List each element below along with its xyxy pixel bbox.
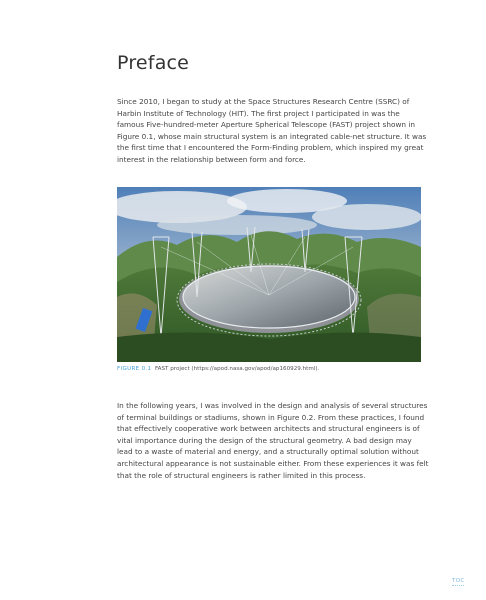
fast-photo-illustration: [117, 187, 421, 362]
toc-underline: [452, 585, 464, 586]
fast-telescope-photo: [117, 187, 421, 362]
page-title: Preface: [117, 52, 190, 74]
figure-label: FIGURE 0.1: [117, 366, 152, 372]
toc-label: TOC: [452, 578, 465, 584]
toc-link[interactable]: [452, 578, 465, 586]
figure-caption-text: FAST project (https://apod.nasa.gov/apod/ap160929.html).: [154, 366, 320, 372]
preface-paragraph-2: In the following years, I was involved in the design and analysis of several structures of terminal buildings or stadiums, shown in Figure 0.2. From these practices, I found that effectively cooperative work between architects and structural engineers is of vital importance during the design of the structural geometry. A bad design may lead to a waste of material and energy, and a structurally optimal solution without architectural appearance is not sustainable either. From these experiences it was felt that the role of structural engineers is rather limited in this process.: [117, 401, 429, 480]
preface-paragraph-1: Since 2010, I began to study at the Space Structures Research Centre (SSRC) of Harbin Institute of Technology (HIT). The first project I participated in was the famous Five-hundred-meter Aperture Spherical Telescope (FAST) project shown in Figure 0.1, whose main structural system is an integrated cable-net structure. It was the first time that I encountered the Form-Finding problem, which inspired my great interest in the relationship between form and force.: [117, 97, 427, 164]
figure-caption: [117, 366, 319, 372]
